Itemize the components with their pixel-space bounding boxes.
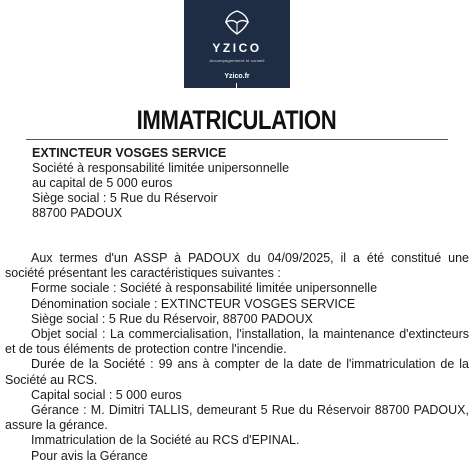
notice-management: Gérance : M. Dimitri TALLIS, demeurant 5 Rue du Réservoir 88700 PADOUX, assure la gérance. xyxy=(5,403,469,433)
company-capital: au capital de 5 000 euros xyxy=(32,176,173,190)
logo-url[interactable]: Yzico.fr xyxy=(224,73,250,80)
logo-divider xyxy=(236,83,237,88)
notice-body xyxy=(5,251,469,464)
notice-registration: Immatriculation de la Société au RCS d'EPINAL. xyxy=(31,433,300,448)
notice-seat: Siège social : 5 Rue du Réservoir, 88700 PADOUX xyxy=(31,311,313,326)
notice-denomination: Dénomination sociale : EXTINCTEUR VOSGES SERVICE xyxy=(31,296,356,311)
notice-intro: Aux termes d'un ASSP à PADOUX du 04/09/2025, il a été constitué une société présentant les caractéristiques suivantes : xyxy=(5,251,469,281)
leaf-emblem-icon xyxy=(221,7,253,39)
company-summary xyxy=(32,146,452,221)
notice-duration: Durée de la Société : 99 ans à compter de la date de l'immatriculation de la Société au RCS. xyxy=(5,357,469,387)
notice-signature: Pour avis la Gérance xyxy=(31,448,148,463)
logo-tagline: Accompagnement et conseil xyxy=(209,58,265,63)
notice-heading: IMMATRICULATION xyxy=(136,105,337,135)
heading-rule xyxy=(26,139,448,140)
company-name: EXTINCTEUR VOSGES SERVICE xyxy=(32,146,227,160)
company-address: Siège social : 5 Rue du Réservoir xyxy=(32,191,218,205)
notice-capital: Capital social : 5 000 euros xyxy=(31,387,182,402)
notice-object: Objet social : La commercialisation, l'installation, la maintenance d'extincteurs et de tous éléments de protection contre l'incendie. xyxy=(5,327,469,357)
company-form: Société à responsabilité limitée unipersonnelle xyxy=(32,161,290,175)
notice-form: Forme sociale : Société à responsabilité limitée unipersonnelle xyxy=(31,281,378,296)
logo-name: YZICO xyxy=(212,41,262,55)
publisher-logo xyxy=(184,0,290,88)
company-city: 88700 PADOUX xyxy=(32,206,123,220)
